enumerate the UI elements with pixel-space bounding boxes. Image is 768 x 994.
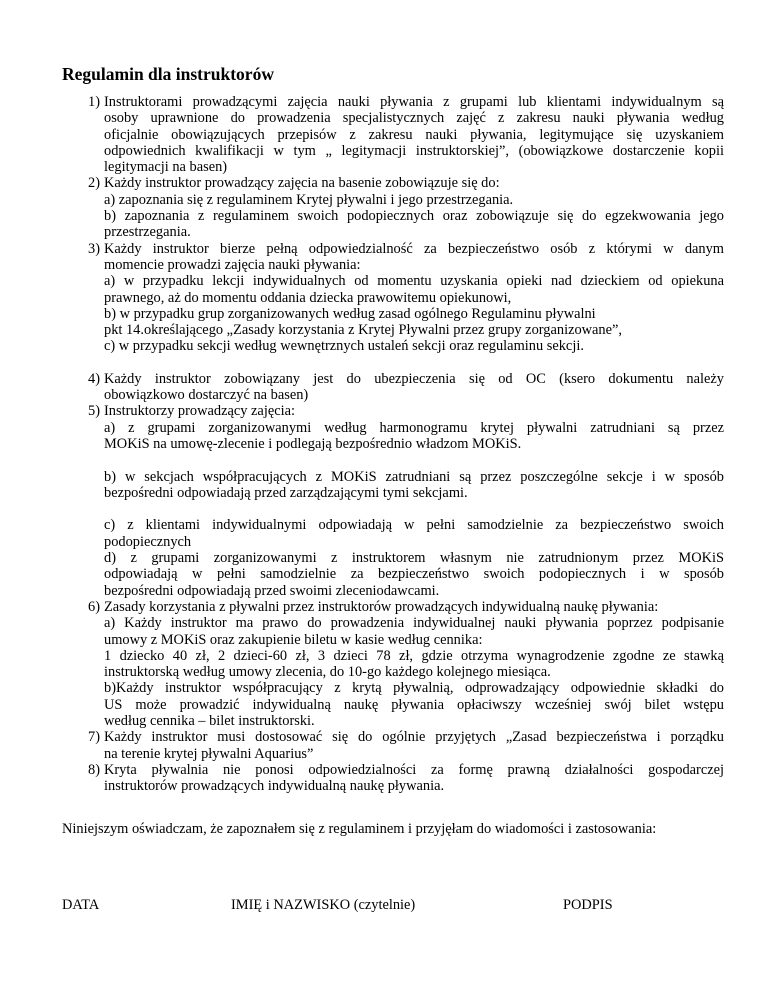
statement-text: Niniejszym oświadczam, że zapoznałem się z regulaminem i przyjęłam do wiadomości i zastosowania: xyxy=(62,821,657,837)
rule-number: 8) xyxy=(88,761,100,778)
rule-text-line: instruktorską według umowy zlecenia, do 10-go każdego kolejnego miesiąca. xyxy=(104,664,551,681)
rule-text-line: umowy z MOKiS oraz zakupienie biletu w kasie według cennika: xyxy=(104,631,483,648)
rules-list xyxy=(64,94,724,794)
rule-text-line: MOKiS na umowę-zlecenie i podlegają bezpośrednio władzom MOKiS. xyxy=(104,435,522,452)
rule-number: 2) xyxy=(88,175,100,192)
rule-text-line: b) w przypadku grup zorganizowanych według zasad ogólnego Regulaminu pływalni xyxy=(104,305,596,322)
rule-text-line: Instruktorzy prowadzący zajęcia: xyxy=(104,403,295,420)
rule-text-line: podopiecznych xyxy=(104,533,192,550)
rule-item xyxy=(64,175,724,240)
rule-text-line: bezpośredni odpowiadają przed zarządzającymi tymi sekcjami. xyxy=(104,484,468,501)
rule-text-line: Każdy instruktor musi dostosować się do ogólnie przyjętych „Zasad bezpieczeństwa i porządku xyxy=(104,729,724,746)
rule-text-line: Każdy instruktor zobowiązany jest do ubezpieczenia się od OC (ksero dokumentu należy xyxy=(104,370,724,387)
rule-text-line: b)Każdy instruktor współpracujący z krytą pływalnią, odprowadzający odpowiednie składki do xyxy=(104,680,724,697)
rule-text-line: b) w sekcjach współpracujących z MOKiS zatrudniani są przez poszczególne sekcje i w sposób xyxy=(104,468,724,485)
rule-text-line: a) zapoznania się z regulaminem Krytej pływalni i jego przestrzegania. xyxy=(104,191,514,208)
rule-number: 7) xyxy=(88,729,100,746)
rule-item xyxy=(64,241,724,355)
rule-text-line: pkt 14.określającego „Zasady korzystania z Krytej Pływalni przez grupy zorganizowane”, xyxy=(104,322,622,339)
rule-text-line: prawnego, aż do momentu oddania dziecka prawowitemu opiekunowi, xyxy=(104,289,512,306)
signature-label: PODPIS xyxy=(563,897,613,913)
rule-text-line: c) z klientami indywidualnymi odpowiadają w pełni samodzielnie za bezpieczeństwo swoich xyxy=(104,517,724,534)
rule-text-line: a) z grupami zorganizowanymi według harmonogramu krytej pływalni zatrudniani są przez xyxy=(104,419,724,436)
rule-text-line: Każdy instruktor prowadzący zajęcia na basenie zobowiązuje się do: xyxy=(104,175,500,192)
spacer xyxy=(64,355,724,371)
rule-text-line: odpowiednich kwalifikacji w tym „ legitymacji instruktorskiej”, (obowiązkowe dostarczenie kopii xyxy=(104,142,724,159)
rule-text-line: instruktorów prowadzących indywidualną naukę pływania. xyxy=(104,778,445,795)
rule-text-line: momencie prowadzi zajęcia nauki pływania: xyxy=(104,256,361,273)
rule-text-line: a) Każdy instruktor ma prawo do prowadzenia indywidualnej nauki pływania poprzez podpisanie xyxy=(104,615,724,632)
date-label: DATA xyxy=(62,897,100,913)
rule-text-line: bezpośredni odpowiadają przed swoimi zleceniodawcami. xyxy=(104,582,440,599)
rule-text-line: przestrzegania. xyxy=(104,224,191,241)
rule-text-line: oficjalnie obowiązujących przepisów z zakresu nauki pływania, legitymujące się uzyskaniem xyxy=(104,126,724,143)
rule-item xyxy=(64,403,724,599)
rule-number: 4) xyxy=(88,370,100,387)
rule-text-line: b) zapoznania z regulaminem swoich podopiecznych oraz zobowiązuje się do egzekwowania jego xyxy=(104,208,724,225)
rule-item xyxy=(64,729,724,762)
rule-text-line: d) z grupami zorganizowanymi z instruktorem własnym nie zatrudnionym przez MOKiS xyxy=(104,550,724,567)
rule-text-line: legitymacji na basen) xyxy=(104,159,228,176)
rule-text-line: US może prowadzić indywidualną naukę pływania opłaciwszy wcześniej swój bilet wstępu xyxy=(104,696,724,713)
rule-text-line xyxy=(104,452,724,468)
rule-text-line: c) w przypadku sekcji według wewnętrznych ustaleń sekcji oraz regulaminu sekcji. xyxy=(104,338,584,355)
rule-number: 5) xyxy=(88,403,100,420)
rule-text-line: Każdy instruktor bierze pełną odpowiedzialność za bezpieczeństwo osób z którymi w danym xyxy=(104,240,724,257)
rule-number: 6) xyxy=(88,598,100,615)
rule-text-line: według cennika – bilet instruktorski. xyxy=(104,712,315,729)
name-label: IMIĘ i NAZWISKO (czytelnie) xyxy=(231,897,416,913)
rule-item xyxy=(64,371,724,404)
rule-text-line: Zasady korzystania z pływalni przez instruktorów prowadzących indywidualną naukę pływania: xyxy=(104,598,659,615)
rule-item xyxy=(64,599,724,729)
rule-text-line: osoby uprawnione do prowadzenia specjalistycznych zajęć z zakresu nauki pływania według xyxy=(104,110,724,127)
rule-item xyxy=(64,762,724,795)
rule-text-line: Kryta pływalnia nie ponosi odpowiedzialności za formę prawną działalności gospodarczej xyxy=(104,761,724,778)
rule-item xyxy=(64,94,724,175)
rule-text-line: na terenie krytej pływalni Aquarius” xyxy=(104,745,314,762)
rule-text-line: 1 dziecko 40 zł, 2 dzieci-60 zł, 3 dzieci 78 zł, gdzie otrzyma wynagrodzenie zgodne ze stawką xyxy=(104,647,724,664)
document-title: Regulamin dla instruktorów xyxy=(62,64,274,84)
rule-number: 3) xyxy=(88,240,100,257)
rule-text-line: a) w przypadku lekcji indywidualnych od momentu uzyskania opieki nad dzieckiem od opiekuna xyxy=(104,273,724,290)
rule-text-line: odpowiadają w pełni samodzielnie za bezpieczeństwo swoich podopiecznych i w sposób xyxy=(104,566,724,583)
rule-text-line: Instruktorami prowadzącymi zajęcia nauki pływania z grupami lub klientami indywidualnym są xyxy=(104,94,724,110)
rule-text-line xyxy=(104,501,724,517)
rule-number: 1) xyxy=(88,94,100,110)
rule-text-line: obowiązkowo dostarczyć na basen) xyxy=(104,387,309,404)
